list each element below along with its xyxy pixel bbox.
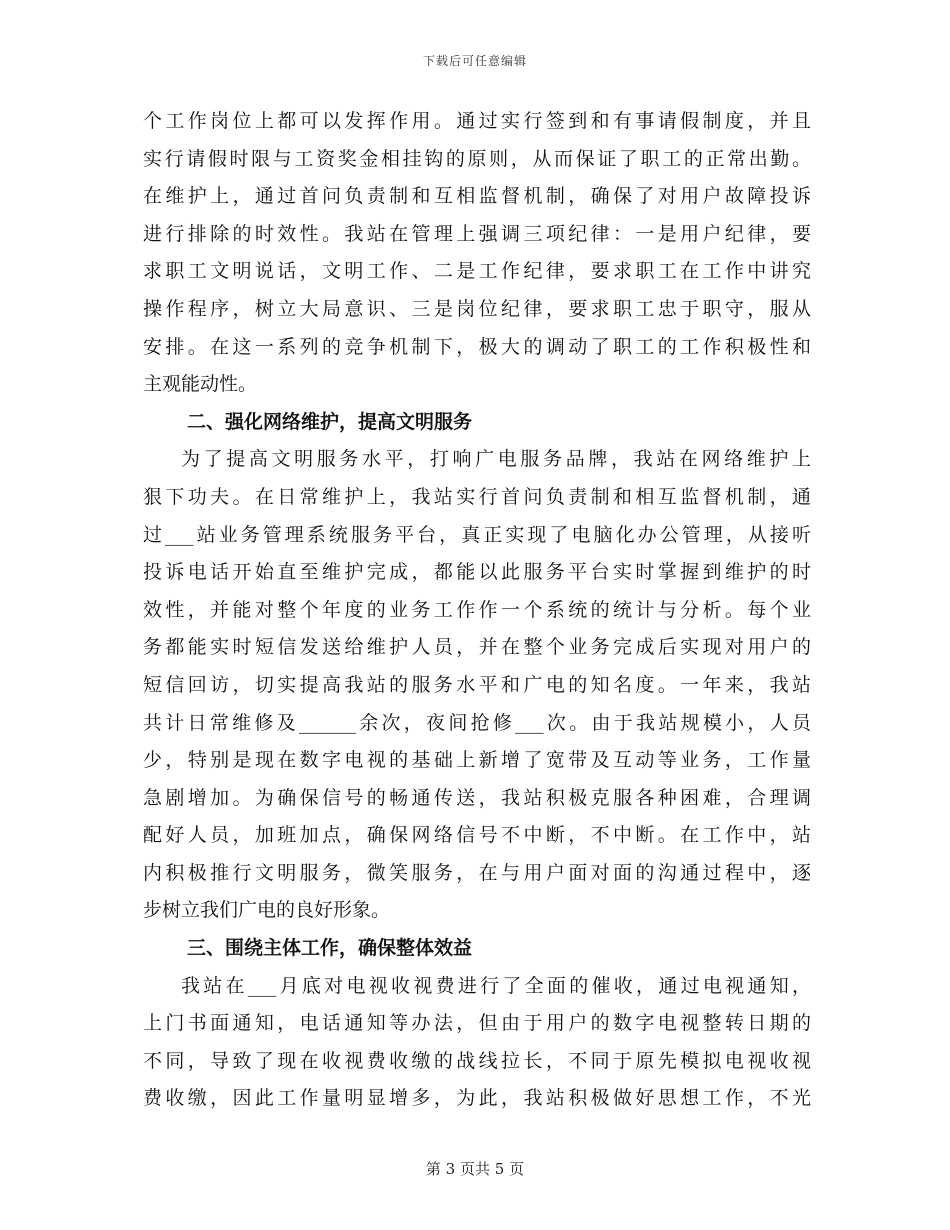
body-line: 进行排除的时效性。我站在管理上强调三项纪律：一是用户纪律，要 bbox=[143, 222, 811, 245]
body-line: 在维护上，通过首问负责制和互相监督机制，确保了对用户故障投诉 bbox=[143, 185, 811, 208]
body-line: 短信回访，切实提高我站的服务水平和广电的知名度。一年来，我站 bbox=[143, 673, 811, 696]
body-line: 安排。在这一系列的竞争机制下，极大的调动了职工的工作积极性和 bbox=[143, 335, 811, 358]
body-line: 主观能动性。 bbox=[143, 373, 258, 396]
body-line: 求职工文明说话，文明工作、二是工作纪律，要求职工在工作中讲究 bbox=[143, 260, 811, 283]
body-line: 步树立我们广电的良好形象。 bbox=[143, 899, 391, 922]
body-line: 少，特别是现在数字电视的基础上新增了宽带及互动等业务，工作量 bbox=[143, 749, 811, 772]
body-line: 务都能实时短信发送给维护人员，并在整个业务完成后实现对用户的 bbox=[143, 636, 811, 659]
body-line: 配好人员，加班加点，确保网络信号不中断，不中断。在工作中，站 bbox=[143, 824, 811, 847]
body-line: 费收缴，因此工作量明显增多，为此，我站积极做好思想工作，不光 bbox=[143, 1087, 811, 1110]
body-line: 个工作岗位上都可以发挥作用。通过实行签到和有事请假制度，并且 bbox=[143, 110, 811, 132]
body-line: 操作程序，树立大局意识、三是岗位纪律，要求职工忠于职守，服从 bbox=[143, 297, 811, 320]
body-line: 效性，并能对整个年度的业务工作作一个系统的统计与分析。每个业 bbox=[143, 598, 811, 621]
page-number: 第 3 页共 5 页 bbox=[425, 1160, 525, 1178]
body-line: 过___站业务管理系统服务平台，真正实现了电脑化办公管理，从接听 bbox=[143, 523, 811, 546]
body-line: 上门书面通知，电话通知等办法，但由于用户的数字电视整转日期的 bbox=[143, 1012, 811, 1035]
body-line: 共计日常维修及______余次，夜间抢修___次。由于我站规模小，人员 bbox=[143, 711, 811, 734]
section-heading-3: 三、围绕主体工作，确保整体效益 bbox=[187, 937, 473, 960]
body-line: 实行请假时限与工资奖金相挂钩的原则，从而保证了职工的正常出勤。 bbox=[143, 147, 811, 170]
body-line: 为了提高文明服务水平，打响广电服务品牌，我站在网络维护上 bbox=[181, 448, 811, 471]
page-header-note: 下载后可任意编辑 bbox=[422, 54, 527, 68]
body-line: 投诉电话开始直至维护完成，都能以此服务平台实时掌握到维护的时 bbox=[143, 561, 811, 584]
document-body bbox=[143, 103, 811, 1118]
body-line: 急剧增加。为确保信号的畅通传送，我站积极克服各种困难，合理调 bbox=[143, 786, 811, 809]
body-line: 不同，导致了现在收视费收缴的战线拉长，不同于原先模拟电视收视 bbox=[143, 1049, 811, 1072]
body-line: 狠下功夫。在日常维护上，我站实行首问负责制和相互监督机制，通 bbox=[143, 485, 811, 508]
body-line: 我站在___月底对电视收视费进行了全面的催收，通过电视通知， bbox=[181, 974, 811, 997]
body-line: 内积极推行文明服务，微笑服务，在与用户面对面的沟通过程中，逐 bbox=[143, 861, 811, 884]
section-heading-2: 二、强化网络维护，提高文明服务 bbox=[187, 410, 473, 433]
